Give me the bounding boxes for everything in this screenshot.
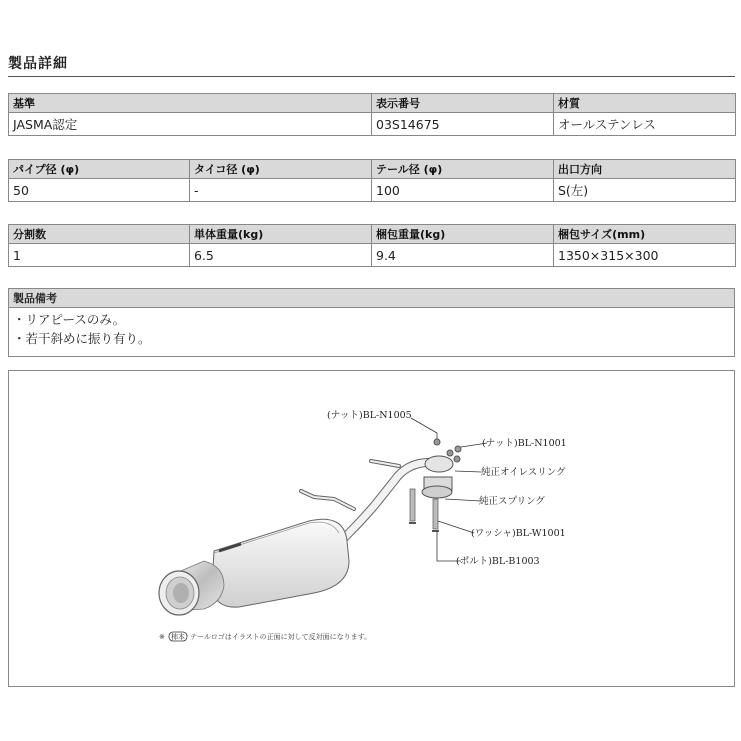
value-pieces: 1 <box>9 244 190 267</box>
muffler <box>212 519 349 607</box>
remark-line: ・リアピースのみ。 <box>13 312 126 327</box>
label-bolt: (ボルト)BL-B1003 <box>456 556 540 567</box>
remark-line: ・若干斜めに振り有り。 <box>13 331 151 346</box>
header-material: 材質 <box>554 94 736 113</box>
label-nut-1005: (ナット)BL-N1005 <box>327 410 412 421</box>
title-divider <box>8 76 735 77</box>
value-standard: JASMA認定 <box>9 113 372 136</box>
header-remarks: 製品備考 <box>9 289 735 308</box>
note-text: テールロゴはイラストの正面に対して反対面になります。 <box>190 633 372 641</box>
tail-tip <box>159 561 224 615</box>
flange-assembly <box>409 439 461 531</box>
standard-table <box>8 93 736 136</box>
remarks-body <box>9 308 735 357</box>
weight-table <box>8 224 736 267</box>
header-unit-weight: 単体重量(kg) <box>190 225 372 244</box>
label-oil-ring: 純正オイレスリング <box>481 467 566 478</box>
value-display-number: 03S14675 <box>372 113 554 136</box>
exhaust-pipe <box>339 462 439 543</box>
value-material: オールステンレス <box>554 113 736 136</box>
header-pipe-diameter: パイプ径 (φ) <box>9 160 190 179</box>
value-tail-diameter: 100 <box>372 179 554 202</box>
header-package-size: 梱包サイズ(mm) <box>554 225 736 244</box>
label-spring: 純正スプリング <box>479 496 545 507</box>
page-title: 製品詳細 <box>8 56 68 72</box>
header-exit-direction: 出口方向 <box>554 160 736 179</box>
value-unit-weight: 6.5 <box>190 244 372 267</box>
label-washer: (ワッシャ)BL-W1001 <box>471 528 566 539</box>
header-standard: 基準 <box>9 94 372 113</box>
remarks-table <box>8 288 735 357</box>
exhaust-illustration <box>9 371 734 686</box>
header-silencer-diameter: タイコ径 (φ) <box>190 160 372 179</box>
note-mark: ※ <box>159 633 165 641</box>
hanger-rod-highlight <box>301 461 399 509</box>
diameter-table <box>8 159 736 202</box>
value-pipe-diameter: 50 <box>9 179 190 202</box>
header-tail-diameter: テール径 (φ) <box>372 160 554 179</box>
header-display-number: 表示番号 <box>372 94 554 113</box>
value-exit-direction: S(左) <box>554 179 736 202</box>
hanger-rod <box>301 461 399 509</box>
header-pieces: 分割数 <box>9 225 190 244</box>
value-silencer-diameter: - <box>190 179 372 202</box>
value-package-size: 1350×315×300 <box>554 244 736 267</box>
exhaust-diagram <box>8 370 735 687</box>
value-package-weight: 9.4 <box>372 244 554 267</box>
label-nut-1001: (ナット)BL-N1001 <box>482 438 567 449</box>
note-badge: 柿本 <box>171 633 185 641</box>
header-package-weight: 梱包重量(kg) <box>372 225 554 244</box>
